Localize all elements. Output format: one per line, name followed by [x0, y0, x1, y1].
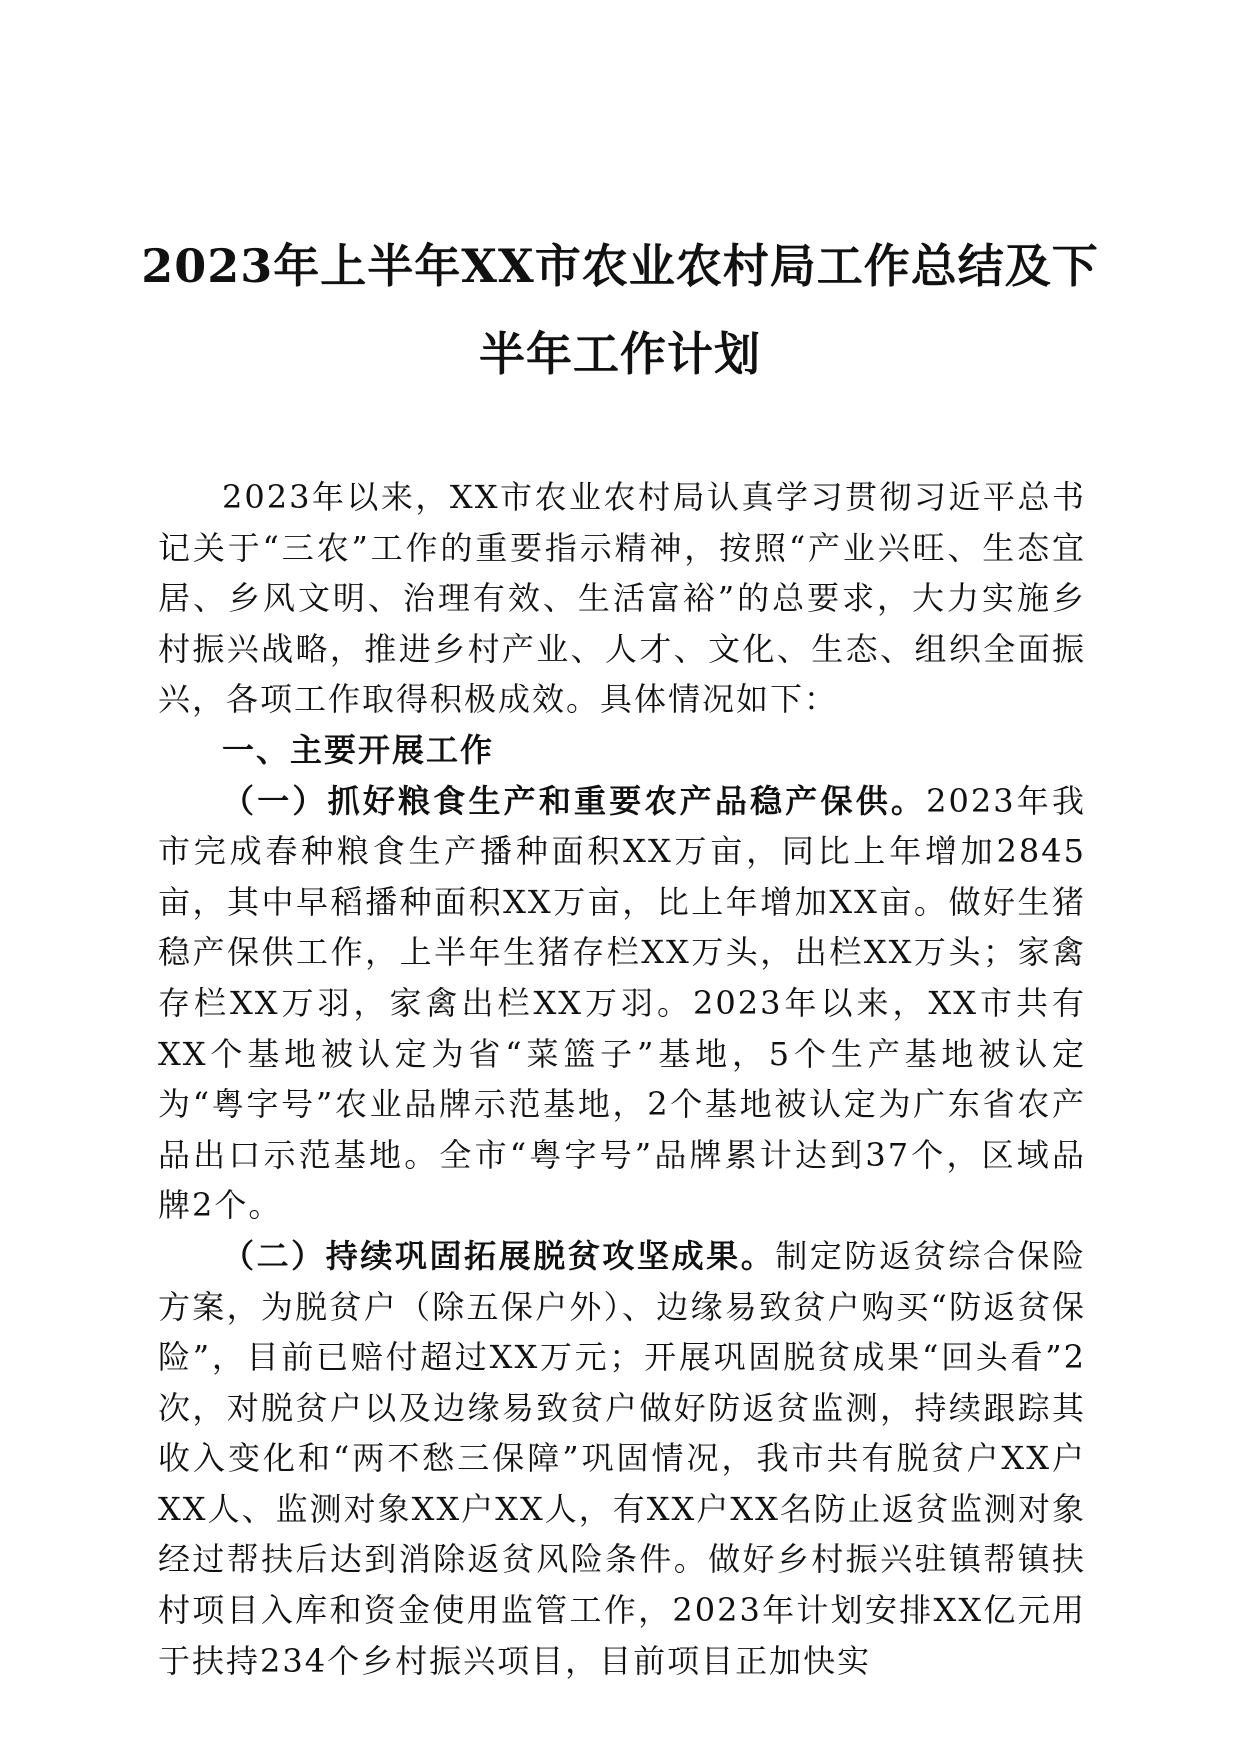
item-2-paragraph: [158, 1231, 1086, 1686]
document-body: [158, 472, 1086, 1686]
section-heading: 一、主要开展工作: [222, 730, 495, 769]
title-line-1: 2023年上半年XX市农业农村局工作总结及下: [141, 239, 1099, 293]
item-1-text: 2023年我市完成春种粮食生产播种面积XX万亩，同比上年增加2845亩，其中早稻播种面积XX万亩，比上年增加XX亩。做好生猪稳产保供工作，上半年生猪存栏XX万头，出栏XX万头；家禽存栏XX万羽，家禽出栏XX万羽。2023年以来，XX市共有XX个基地被认定为省“菜篮子”基地，5个生产基地被认定为“粤字号”农业品牌示范基地，2个基地被认定为广东省农产品出口示范基地。全市“粤字号”品牌累计达到37个，区域品牌2个。: [158, 781, 1086, 1225]
document-title: [140, 222, 1100, 398]
item-2-lead: （二）持续巩固拓展脱贫攻坚成果。: [222, 1236, 776, 1275]
item-1-paragraph: [158, 776, 1086, 1231]
intro-paragraph: 2023年以来，XX市农业农村局认真学习贯彻习近平总书记关于“三农”工作的重要指示精神，按照“产业兴旺、生态宜居、乡风文明、治理有效、生活富裕”的总要求，大力实施乡村振兴战略，推进乡村产业、人才、文化、生态、组织全面振兴，各项工作取得积极成效。具体情况如下：: [158, 478, 1086, 719]
item-2-text: 制定防返贫综合保险方案，为脱贫户（除五保户外）、边缘易致贫户购买“防返贫保险”，目前已赔付超过XX万元；开展巩固脱贫成果“回头看”2次，对脱贫户以及边缘易致贫户做好防返贫监测，持续跟踪其收入变化和“两不愁三保障”巩固情况，我市共有脱贫户XX户XX人、监测对象XX户XX人，有XX户XX名防止返贫监测对象经过帮扶后达到消除返贫风险条件。做好乡村振兴驻镇帮镇扶村项目入库和资金使用监管工作，2023年计划安排XX亿元用于扶持234个乡村振兴项目，目前项目正加快实: [158, 1236, 1086, 1680]
item-1-lead: （一）抓好粮食生产和重要农产品稳产保供。: [222, 781, 927, 820]
title-line-2: 半年工作计划: [479, 327, 761, 381]
